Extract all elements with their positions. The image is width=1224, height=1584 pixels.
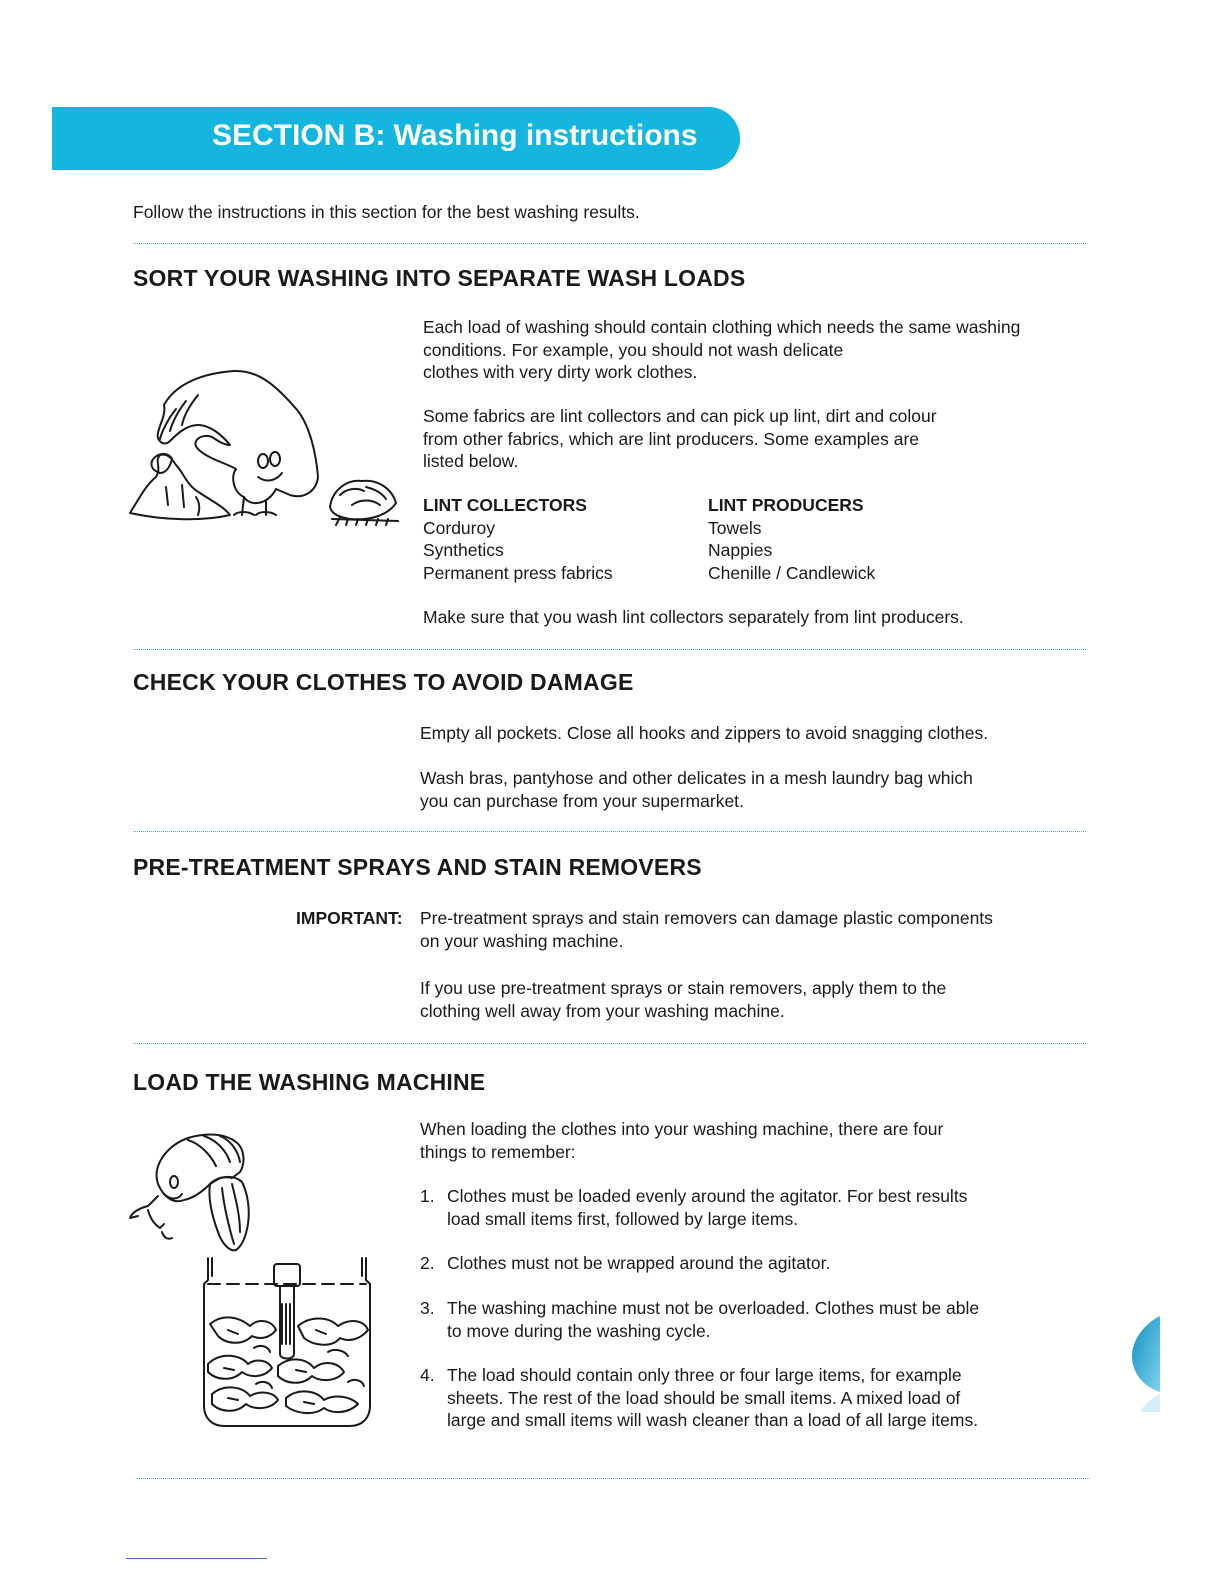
check-paragraph-1: Empty all pockets. Close all hooks and zippers to avoid snagging clothes. [420, 723, 989, 743]
check-paragraph-2: Wash bras, pantyhose and other delicates in a mesh laundry bag which you can purchase from your supermarket. [420, 768, 973, 811]
intro-text: Follow the instructions in this section for the best washing results. [133, 202, 640, 222]
divider [133, 1043, 1086, 1044]
footer-line [126, 1558, 267, 1559]
pretreat-paragraph-1: Pre-treatment sprays and stain removers can damage plastic components on your washing machine. [420, 908, 993, 951]
check-heading: CHECK YOUR CLOTHES TO AVOID DAMAGE [133, 669, 634, 695]
load-instructions-list: 1. Clothes must be loaded evenly around the agitator. For best results load small items first, followed by large items. 2. Clothes must not be wrapped around the agitator. 3. The washing machine must not be overloaded. Clothes must be able to move during the washing cycle. 4. The load should contain only three or four large items, for example sheets. The rest of the load should be small items. A mixed load of large and small items will wash cleaner than a load of all large items. [420, 1186, 980, 1430]
sort-heading: SORT YOUR WASHING INTO SEPARATE WASH LOADS [133, 265, 746, 291]
sort-paragraph-1: Each load of washing should contain clothing which needs the same washing conditions. For example, you should not wash delicate clothes with very dirty work clothes. [423, 317, 1021, 382]
important-label: IMPORTANT: [296, 908, 403, 928]
sort-paragraph-2: Some fabrics are lint collectors and can pick up lint, dirt and colour from other fabrics, which are lint producers. Some examples are listed below. [423, 406, 937, 471]
list-item: Towels [708, 517, 762, 538]
washing-tub-icon [198, 1254, 378, 1430]
lint-producers-heading: LINT PRODUCERS [708, 495, 864, 515]
load-intro: When loading the clothes into your washing machine, there are four things to remember: [420, 1119, 944, 1162]
list-item: Corduroy [423, 517, 495, 538]
list-item: Chenille / Candlewick [708, 562, 876, 583]
glove-character-loading-icon [124, 1128, 259, 1258]
list-item: Nappies [708, 540, 773, 560]
list-item: Synthetics [423, 540, 504, 560]
divider [137, 1478, 1090, 1479]
section-title: SECTION B: Washing instructions [212, 119, 698, 152]
divider [133, 831, 1086, 832]
load-heading: LOAD THE WASHING MACHINE [133, 1069, 486, 1095]
divider [133, 649, 1086, 650]
pretreat-heading: PRE-TREATMENT SPRAYS AND STAIN REMOVERS [133, 854, 702, 880]
divider [133, 243, 1086, 244]
glove-character-sorting-icon [126, 365, 411, 530]
list-item: Permanent press fabrics [423, 562, 613, 583]
pretreat-paragraph-2: If you use pre-treatment sprays or stain removers, apply them to the clothing well away from your washing machine. [420, 978, 947, 1021]
blue-page-tab-icon [1130, 1312, 1160, 1412]
section-banner [52, 107, 740, 170]
sort-closing: Make sure that you wash lint collectors separately from lint producers. [423, 607, 964, 627]
lint-producers-list [708, 494, 978, 584]
lint-collectors-list [423, 494, 693, 584]
lint-collectors-heading: LINT COLLECTORS [423, 495, 587, 515]
